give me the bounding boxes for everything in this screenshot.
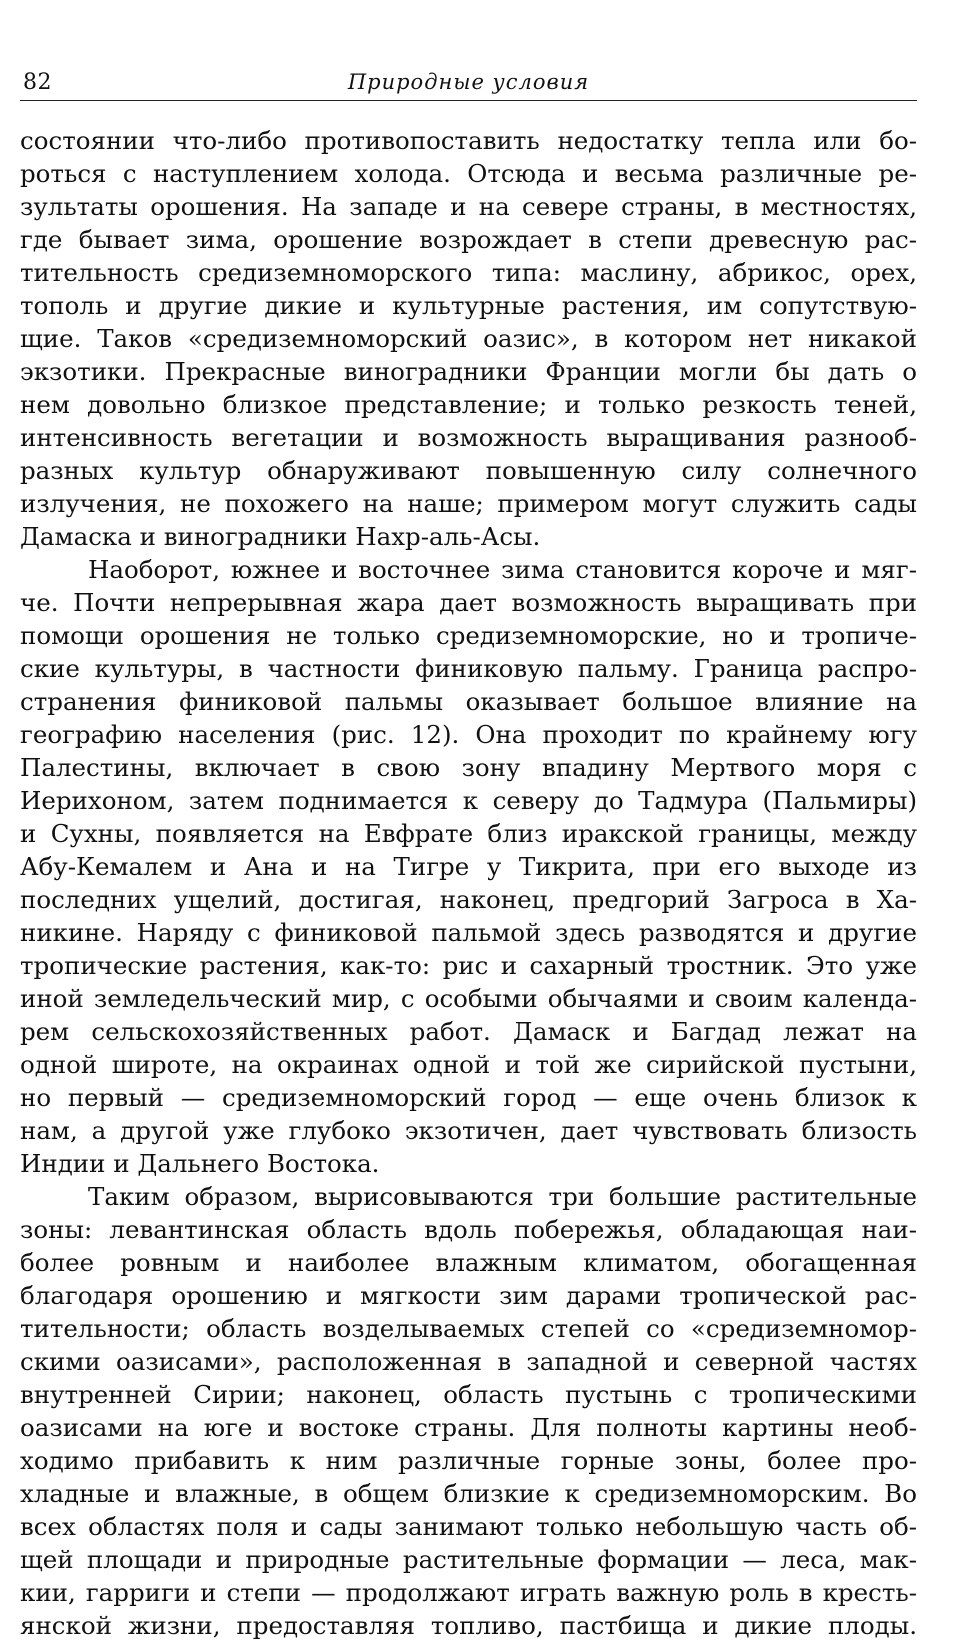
text-line: щие. Таков «средиземноморский оазис», в котором нет никакой [20, 324, 917, 353]
text-line: странения финиковой пальмы оказывает большое влияние на [20, 687, 917, 716]
text-line: ские культуры, в частности финиковую пальму. Граница распро- [20, 654, 917, 683]
text-line: кии, гарриги и степи — продолжают играть важную роль в кресть- [20, 1578, 917, 1607]
text-line: рем сельскохозяйственных работ. Дамаск и Багдад лежат на [20, 1017, 917, 1046]
text-line: роться с наступлением холода. Отсюда и весьма различные ре- [20, 159, 917, 188]
text-line: янской жизни, предоставляя топливо, пастбища и дикие плоды. [20, 1611, 917, 1640]
text-line: экзотики. Прекрасные виноградники Франции могли бы дать о [20, 357, 917, 386]
page-number: 82 [23, 70, 52, 95]
text-line: внутренней Сирии; наконец, область пустынь с тропическими [20, 1380, 917, 1409]
text-line: Абу-Кемалем и Ана и на Тигре у Тикрита, при его выходе из [20, 852, 917, 881]
text-line: помощи орошения не только средиземноморские, но и тропиче- [20, 621, 917, 650]
text-line: нам, а другой уже глубоко экзотичен, дает чувствовать близость [20, 1116, 917, 1145]
text-line: где бывает зима, орошение возрождает в степи древесную рас- [20, 225, 917, 254]
page-header [20, 68, 917, 101]
text-line: щей площади и природные растительные формации — леса, мак- [20, 1545, 917, 1574]
text-line: тропические растения, как-то: рис и сахарный тростник. Это уже [20, 951, 917, 980]
text-line: Иерихоном, затем поднимается к северу до Тадмура (Пальмиры) [20, 786, 917, 815]
text-line: тительность средиземноморского типа: маслину, абрикос, орех, [20, 258, 917, 287]
text-line: Палестины, включает в свою зону впадину Мертвого моря с [20, 753, 917, 782]
text-line: ходимо прибавить к ним различные горные зоны, более про- [20, 1446, 917, 1475]
text-line: состоянии что-либо противопоставить недостатку тепла или бо- [20, 126, 917, 155]
text-line: зультаты орошения. На западе и на севере страны, в местностях, [20, 192, 917, 221]
text-line: Дамаска и виноградники Нахр-аль-Асы. [20, 522, 541, 551]
text-line: оазисами на юге и востоке страны. Для полноты картины необ- [20, 1413, 917, 1442]
text-line: разных культур обнаруживают повышенную силу солнечного [20, 456, 917, 485]
text-line: благодаря орошению и мягкости зим дарами тропической рас- [20, 1281, 917, 1310]
text-line: хладные и влажные, в общем близкие к средиземноморским. Во [20, 1479, 917, 1508]
running-title: Природные условия [347, 70, 590, 94]
text-line: и Сухны, появляется на Евфрате близ иракской границы, между [20, 819, 917, 848]
text-line: Таким образом, вырисовываются три большие растительные [88, 1182, 917, 1211]
text-line: излучения, не похожего на наше; примером могут служить сады [20, 489, 917, 518]
text-line: всех областях поля и сады занимают только небольшую часть об- [20, 1512, 917, 1541]
text-line: географию населения (рис. 12). Она проходит по крайнему югу [20, 720, 917, 749]
text-line: скими оазисами», расположенная в западной и северной частях [20, 1347, 917, 1376]
text-line: тительности; область возделываемых степей со «средиземномор- [20, 1314, 917, 1343]
text-line: более ровным и наиболее влажным климатом, обогащенная [20, 1248, 917, 1277]
text-line: тополь и другие дикие и культурные растения, им сопутствую- [20, 291, 917, 320]
text-line: никине. Наряду с финиковой пальмой здесь разводятся и другие [20, 918, 917, 947]
text-line: че. Почти непрерывная жара дает возможность выращивать при [20, 588, 917, 617]
text-line: Наоборот, южнее и восточнее зима становится короче и мяг- [88, 555, 917, 584]
body-text [20, 124, 917, 1642]
text-line: нем довольно близкое представление; и только резкость теней, [20, 390, 917, 419]
text-line: интенсивность вегетации и возможность выращивания разнооб- [20, 423, 917, 452]
text-line: Индии и Дальнего Востока. [20, 1149, 380, 1178]
text-line: зоны: левантинская область вдоль побережья, обладающая наи- [20, 1215, 917, 1244]
text-line: одной широте, на окраинах одной и той же сирийской пустыни, [20, 1050, 917, 1079]
text-line: иной земледельческий мир, с особыми обычаями и своим календа- [20, 984, 917, 1013]
text-line: последних ущелий, достигая, наконец, предгорий Загроса в Ха- [20, 885, 917, 914]
text-line: но первый — средиземноморский город — еще очень близок к [20, 1083, 917, 1112]
